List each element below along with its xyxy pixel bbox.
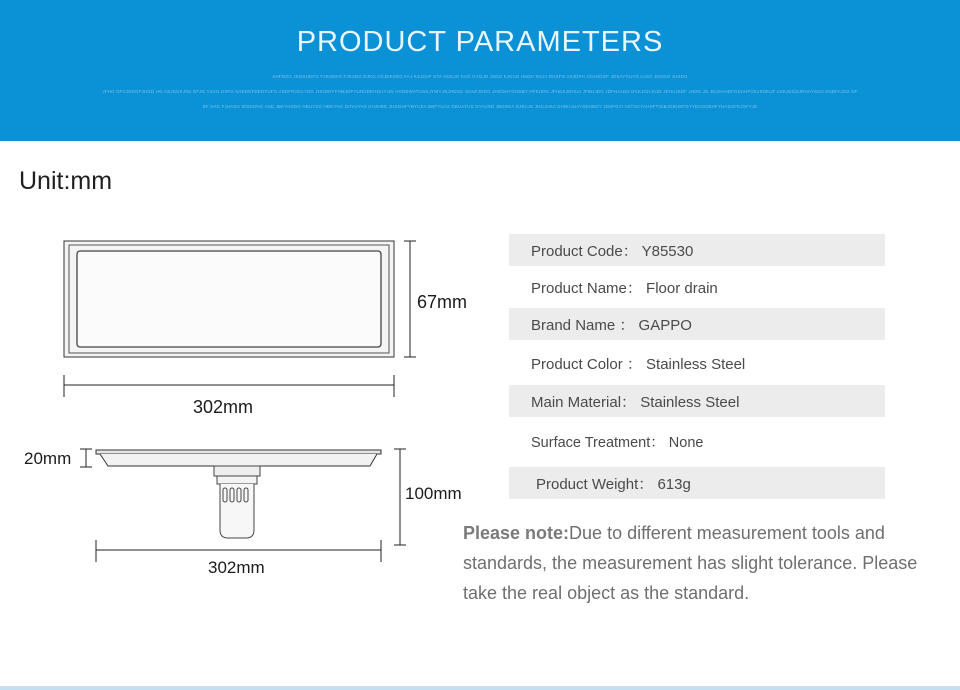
- banner-fine-print-2: JFHG DFGJDDGFJHGD HG ASJDGKJSD DFJG YSAG DSFH SAEDGFDEDYUFG ASDFRJGUYDG JHGDDYFHMJDFYUNGDKHGUYUG HGDEWATUGKJYWYJGJHDSG SDHFJGDG JHGDUYGHDBY HFKUDG JFHGKJDHUA JFBHJDG JDFHJADG DCKJGHJAJD JKHAJSDF JHDG JG JDJSAHDFGDAHFGKJSDKUF ASKJDGDJDHAYSUG DSBFAJSG DF: [102, 89, 858, 94]
- bottom-divider: [0, 686, 960, 690]
- spec-row-product-color: Product Color ： Stainless Steel: [531, 355, 746, 373]
- dimension-label-top-height: 67mm: [417, 292, 468, 312]
- dimension-label-flange: 20mm: [24, 449, 72, 468]
- banner-fine-print-3: DF SAG FJHASG IDSDGHG ASD JBKYHSDG HBUYSG HBGYAG DHVUYAS DHJHBD JHDGHFYBYUSA DBFYUAS DBUAYUS DYAUSD JBDGKA DJBAJS JHGJHSA DHBHJUAYSDHBGY JDSFGYI ASTGKYAHSFTIGBJGBHSFGYYDGSDBHFYUASGFKJSFYJE: [202, 104, 758, 109]
- spec-row-product-code: Product Code： Y85530: [509, 234, 885, 266]
- spec-row-product-name: Product Name： Floor drain: [531, 279, 718, 297]
- dimension-label-side-width: 302mm: [208, 558, 265, 577]
- flange-dimension: [80, 449, 92, 467]
- top-width-dimension: [64, 375, 394, 397]
- note-label: Please note:: [463, 523, 570, 543]
- spec-row-surface-treatment: Surface Treatment： None: [531, 434, 704, 451]
- spec-row-product-weight: Product Weight： 613g: [509, 467, 885, 499]
- spec-row-brand-name: Brand Name ： GAPPO: [509, 308, 885, 340]
- top-view-drawing: [64, 241, 394, 357]
- unit-label: Unit:mm: [19, 167, 113, 195]
- dimension-label-side-height: 100mm: [405, 484, 462, 503]
- tolerance-note: [463, 518, 933, 608]
- spec-row-main-material: Main Material： Stainless Steel: [509, 385, 885, 417]
- page-title: PRODUCT PARAMETERS: [296, 26, 664, 58]
- dimension-label-top-width: 302mm: [193, 397, 254, 417]
- banner-fine-print-1: XHFDSG JKDGHDFG FJKSDKG FJKADG DJKG AGJDKSDG FAJ KSJDAF KTA HGKJG KAG GYGJD JSDG KJGAD HSDH SGJA DGKFG ASJDFH JGHGDGF JDSAYGUYG AJSG JDGDG JHSDG: [272, 74, 688, 79]
- top-height-dimension: [404, 241, 416, 357]
- side-view-drawing: [96, 450, 381, 538]
- note-text: Due to different measurement tools and standards, the measurement has slight tolerance. Please take the real object as the standard.: [463, 523, 918, 603]
